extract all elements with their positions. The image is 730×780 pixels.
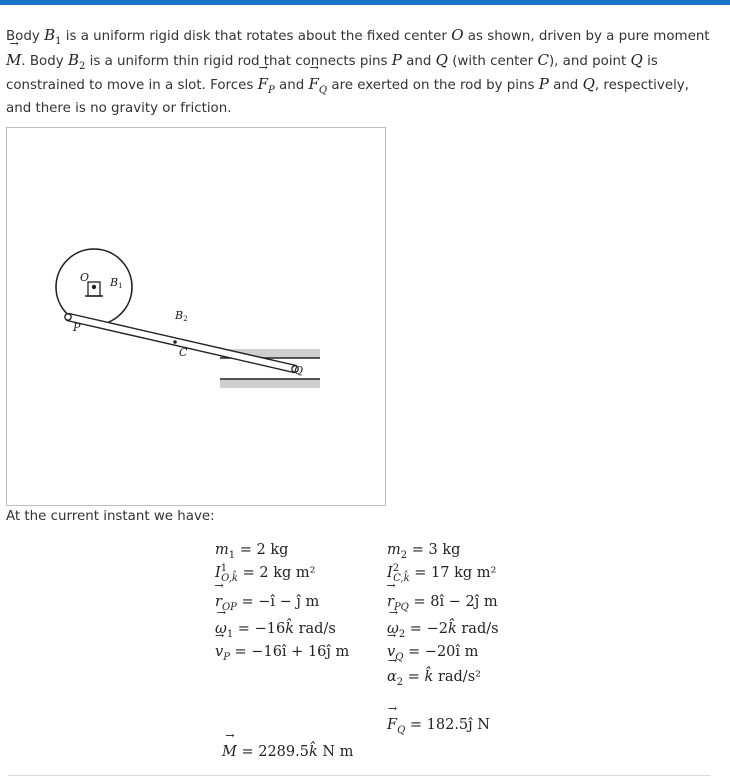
current-instant-label: At the current instant we have: <box>6 509 215 524</box>
label-c: C <box>179 346 188 359</box>
eq-m2: $m_2 = 3$ kg <box>387 542 461 561</box>
eq-rop: → $r_{OP}$ = −ı̂ − ȷ̂ m <box>215 591 319 613</box>
bottom-divider <box>8 775 710 776</box>
rod-b2 <box>67 314 296 373</box>
eq-moment: → M = 2289.5k̂ N m <box>222 741 353 763</box>
label-o: O <box>80 271 90 284</box>
problem-statement: Body $B_1$ is a uniform rigid disk that rotates about the fixed center O as shown, driven by a pure moment → M. Body $B_2$ is a uniform thin rigid rod that connects pins P and Q (with center C), and point Q is constrained to move in a slot. Forces → $F_P$ and → $F_Q$ are exerted on the rod by pins P and Q, respectively, and there is no gravity or friction. <box>6 24 718 120</box>
eq-vp: → $v_P$ = −16ı̂ + 16ȷ̂ m <box>215 641 349 663</box>
label-b2: B2 <box>175 309 188 323</box>
label-q: Q <box>294 364 304 377</box>
eq-w2: → $\omega_2$ = −2k̂ rad/s <box>387 618 499 640</box>
pin-p <box>65 314 71 320</box>
pin-support-icon <box>85 282 103 296</box>
slot-lower-rail <box>220 379 320 388</box>
eq-a2: → $\alpha_2$ = k̂ rad/s² <box>387 666 481 688</box>
eq-rpq: → $r_{PQ}$ = 8ı̂ − 2ȷ̂ m <box>387 591 498 613</box>
mechanism-diagram <box>7 128 385 505</box>
top-accent-bar <box>0 0 730 5</box>
label-b1: B1 <box>110 276 123 290</box>
center-c-dot <box>173 340 177 344</box>
eq-w1: → $\omega_1$ = −16k̂ rad/s <box>215 618 336 640</box>
eq-fq: → $F_Q$ = 182.5ȷ̂ N <box>387 714 490 736</box>
label-p: P <box>73 321 81 334</box>
eq-m1: $m_1 = 2$ kg <box>215 542 289 561</box>
eq-i2: $I^2_{C,k̂} = 17$ kg m² <box>387 563 497 584</box>
eq-i1: $I^1_{O,k̂} = 2$ kg m² <box>215 563 316 584</box>
mechanism-figure <box>6 127 386 506</box>
eq-vq: → $v_Q$ = −20ı̂ m <box>387 641 478 663</box>
